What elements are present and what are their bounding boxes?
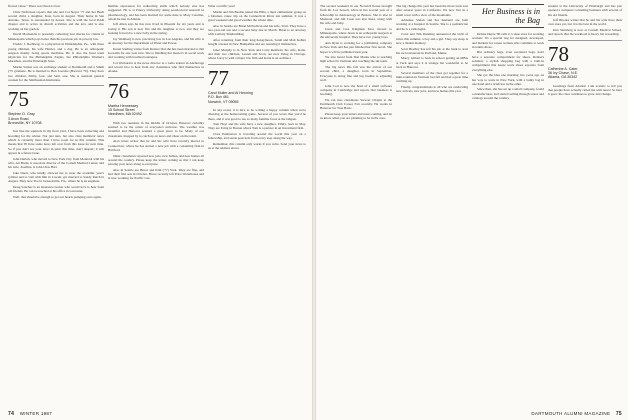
class-year-heading: 76 <box>108 78 129 103</box>
class-year-heading: 75 <box>8 87 29 112</box>
paragraph: Ann Ryan is working for a publishing company in New York and has just finished her first novel. She hopes it will be published next year. <box>320 40 392 54</box>
feature-title: Her Business is in the Bag <box>472 4 544 28</box>
paragraph: Chris Nicholson reports that she and Cal Neyer '77 and her Bush second child, a daughter, Kate, born in August. Their home in San Antonio, Texas, is surrounded by horses. She is with the local DAR chapter and is active in church activities and the arts, and is also working on her garden. <box>8 9 104 31</box>
paragraph: Marcy Gilbert is back in school getting an MBA at Tuck and says it is strange but wonderful to be back in Hanover. <box>396 56 468 70</box>
address-line: Catherine A. Cater <box>548 66 578 71</box>
class-secretary-address <box>548 67 622 80</box>
class-notes-text <box>108 121 204 181</box>
address-line: Norwich, VT 05055 <box>208 99 239 104</box>
paragraph: John Cort is now the head of a small software company in Cambridge and reports that business is booming. <box>320 83 392 97</box>
paragraph: Greetings from Atlanta! I am ecstatic to tell you that people have actually called me with news! So here it goes: the class continues to grow and change. <box>548 83 622 97</box>
paragraph: The big change this year has been the move back east after several years in California. We now live in a small town with a view of the mountains. <box>396 4 468 17</box>
address-line: 3 Avon Road <box>8 116 29 121</box>
paragraph: Jake Duerr, who kindly allowed me to wear the academic year's symbol and to visit with him in Lowell, got married to Sandy Reich in August. They now live in Jacksonville, Fla., where he is an engineer. <box>8 170 104 184</box>
right-col-4 <box>548 4 622 404</box>
paragraph: Just like the squirrels in my front yard, I have been collecting and hoarding for the winter. Not just nuts, but also class members' news which is currently more than I have room for in this column. This means that I'll have some news left over from this issue for next time. So if you don't see your news in print this time, don't despair; it will appear in a future issue. <box>8 129 104 155</box>
paragraph: Alan Jones writes that he and his wife have recently moved to Connecticut, where he has started a new job with a consulting firm in Hartford. <box>108 139 204 152</box>
paragraph: Denise Dupre '80 calls it 'a shoe store for working women.' It's a special bag for designed, developed, and markets for career women who commute to work in tennis shoes. <box>472 32 544 49</box>
paragraph: We ran into classmates Stewart Chapin at the Dartmouth Club Career Fair recently. He works in Hanover for True Basic. <box>320 97 392 111</box>
class-secretary-address <box>8 112 104 125</box>
address-line: Bronxville, NY 10708 <box>8 121 42 126</box>
paragraph: Dan Steinberg is now at Cornell Medical School, and reports that the workload is heavy but rewarding. <box>548 28 622 37</box>
paragraph: Jason and Lisa Kingman have moved to Minneapolis, where Jason is an orthopedic surgeon at the university hospital. They have two young boys. <box>320 26 392 40</box>
paragraph: Jeff Rhodes writes that he and his wife have their own store yet, but it is the best in the world. <box>548 18 622 27</box>
address-line: 15 School Street <box>108 108 135 113</box>
paragraph: student at the University of Pittsburgh and has just opened a computer consulting business with several of his old friends. <box>548 4 622 17</box>
page-number: 75 <box>615 411 622 417</box>
divider <box>8 85 104 86</box>
paragraph: What a terrific year! <box>208 4 236 8</box>
paragraph: Clare Pemberton is traveling around the world this year on a fellowship, and sends postcards from every stop along the way. <box>208 132 306 141</box>
class-notes-text <box>320 4 392 121</box>
paragraph: In any event, it is nice to be writing a happy column when we're cheering at the homecoming game. Several of you wrote that you'd be there, and it was good to see so many familiar faces at the tailgate. <box>208 107 306 121</box>
paragraph: Well, that should be enough to get our hearts pumping once again. <box>13 194 102 199</box>
class-notes-text <box>396 4 468 93</box>
address-line: Needham, MA 02492 <box>108 112 142 117</box>
class-notes-text <box>208 108 306 151</box>
address-line: P.O. Box 461 <box>208 95 229 100</box>
page-number: 74 <box>8 411 15 417</box>
left-page-footer <box>8 411 52 417</box>
paragraph: Remember, this column only works if you write. Send your news to us at the address above. <box>208 141 306 151</box>
class-notes-text <box>548 84 622 97</box>
paragraph: Several members of the class got together for a mini-reunion in Vermont last fall and had a great time catching up. <box>396 70 468 84</box>
paragraph: Cal Warburton is the news director at a radio station in Anchorage and would love to hear from any classmates who find themselves in Alaska. <box>108 60 204 74</box>
address-line: Carol Muller and Al Henning <box>208 90 253 95</box>
paragraph: Other classmates reported new jobs, new babies, and new homes all around the country. Please keep the letters coming so that I can keep passing your news along to everyone. <box>108 153 204 167</box>
class-notes-text <box>208 4 306 61</box>
paragraph: Jeff Allen says he has now lived in Phoenix for six years and is loving it. His son is now five and his daughter is two, and they are looking forward to a new baby in the spring. <box>108 22 204 36</box>
paragraph: With two reunions in the middle of October, Hanover certainly seemed to be the center of everyone's universe. The weather was beautiful and Hanover seemed a great place to be. Many of our classmates dropped by to catch up on news and cheer on the team. <box>108 120 204 138</box>
paragraph: Scott Bradley has left his job at the bank to start his own restaurant in Portland, Maine. <box>396 46 468 55</box>
divider <box>108 77 204 78</box>
class-notes-text <box>108 4 204 74</box>
right-col-2 <box>396 4 468 404</box>
paragraph: Jay Weinberg is now practicing law in Los Angeles, and his wife is an attorney for the Department of Water and Power. <box>108 36 204 45</box>
paragraph: Also in Seattle are Bruce and Kim ('77) York. They are fine, and had their first son in October. Bruce recently left Price Waterhouse and is now working for Pacific Gas. <box>108 167 204 181</box>
class-notes-text <box>8 4 104 82</box>
class-secretary-address <box>208 91 306 104</box>
class-year-heading: 78 <box>548 41 569 66</box>
divider <box>208 64 306 65</box>
paragraph: Doug Sanchez is an insurance broker who would love to hear from old friends. He can be reached at his office in Lancaster. <box>8 184 104 194</box>
paragraph: Carol and Tim Dunning announced the birth of twins this summer, a boy and a girl. They say sleep is now a distant memory. <box>396 32 468 45</box>
issue-label: WINTER 1987 <box>19 411 53 416</box>
paragraph: John Durbin, who moved to New York City from Montreal with his wife, Art Bruni, is associate director of the Cornell Medical Center, and his wife, Josefina, is John Chas Hart. <box>8 156 104 170</box>
paragraph: Fredric J. Rothberg, is a physician in Philadelphia, Pa., with three young children, his wife Harriet, and a dog. He is an orthopedic surgeon mainly doing sports medicine. He is also the head team physician for the Philadelphia Eagles, the Philadelphia Women's Marathon, and the Pittsburgh Stars. <box>8 42 104 64</box>
paragraph: After returning from their long honeymoon, Sarah and Matt Kohler bought a house in New Hampshire and are restoring it themselves. <box>208 37 306 47</box>
paragraph: Also in Seattle are Brian McEachran and his wife, Terri. They have a two-year-old son and a second baby due in March. Brian is an attorney with Century Shipbuilding. <box>208 23 306 37</box>
left-col-3 <box>208 4 306 404</box>
paragraph: Since then, she has set up a small company, found a manufacturer, and started selling through stores and catalogs around the country. <box>472 87 544 101</box>
paragraph: Finally, congratulations to all who are celebrating new arrivals, new jobs, and new homes this year. <box>396 84 468 94</box>
address-line: Martha Hennessey <box>108 103 139 108</box>
paragraph: humble expression for redirecting skills which nobody else has suggested. He is at Emory University doing postdoctoral research in pharmacology, and has been married for some time to Mary Caroline, whom he met in Atlanta. <box>108 4 204 21</box>
address-line: Atlanta, GA 30342 <box>548 75 578 80</box>
paragraph: Martin Sutton was an exchange student at Dartmouth and a Smith ('75 graduate. He is married to Bob Loewke (Harvard '79). They have two children, Emily, four, and Sam, one. She is assistant general counsel for the Smithsonian Institution. <box>8 65 104 82</box>
paragraph: Martin and Jim Beattie joined the Hills, a most enthusiastic group on a fabulous canoe trip on the Connecticut River last summer. It was a great weekend and good weather the whole time. <box>208 9 306 23</box>
right-page <box>316 0 628 420</box>
right-page-footer <box>531 411 622 417</box>
left-col-1 <box>8 4 104 404</box>
feature-text <box>472 32 544 100</box>
right-col-1 <box>320 4 392 404</box>
paragraph: flowed value." There son Owen is four. <box>8 4 61 8</box>
left-page <box>0 0 312 420</box>
class-notes-text <box>8 129 104 199</box>
paragraph: Please keep your letters and notes coming, and let us know when you are planning to be in the area. <box>320 111 392 121</box>
magazine-name: DARTMOUTH ALUMNI MAGAZINE <box>531 411 611 416</box>
paragraph: We also heard from Dan Marks who is teaching high school in Vermont and coaching the ski team. <box>320 55 392 64</box>
class-notes-text <box>548 4 622 37</box>
divider <box>548 40 622 41</box>
paragraph: But ordinary bags, even oversized bags, don't have a separate compartment for shoes. Denise's solution: a stylish shopping bag with a built-in compartment that keeps work shoes separate from everything else. <box>472 50 544 72</box>
paragraph: Tom Hoyt and his wife have a new daughter, Emily, born in May. They are living in Boston where Tom is a partner in an investment firm. <box>208 122 306 131</box>
paragraph: The second weekend in our Norwich house brought from Dr. Lee Sewell, who's in her second year of a fellowship in dermatology in Boston. She is also in Montreal, and Jim Cook was also there, along with his wife and baby. <box>320 4 392 26</box>
paragraph: David Mackenzie is presently collecting bad checks for clients in Minneapolis which pays better than his previous job in poverty law. <box>8 32 104 41</box>
class-year-heading: 77 <box>208 65 229 90</box>
paragraph: Adrienne Stefan and her husband are both working at a hospital in Seattle. She is a pediatrician and he is a radiologist. <box>396 18 468 31</box>
feature-sidebar <box>472 4 544 404</box>
left-col-2 <box>108 4 204 404</box>
paragraph: She got the idea one morning two years ago on her way to work in New York, with a bulky bag in one hand and a briefcase in the other. <box>472 73 544 86</box>
address-line: Stephen D. Gray <box>8 112 35 117</box>
paragraph: Karen Sterling writes from Denver that she has been married to Jim Gosselin for one year now. She is finishing her master's in social work and working with troubled teenagers. <box>108 46 204 60</box>
address-line: 36 Ivy Chase, N.E. <box>548 71 578 76</box>
paragraph: The big news this fall was the arrival of our second child, a daughter, born in September. Everyone is doing fine and big brother is adjusting well. <box>320 65 392 82</box>
paragraph: Janet Murphy is in New York and Larry Renfield, his wife, Katie, and their two children, Lauren and Scott, are now living in Chicago, where Larry is with a major law firm and Katie is an architect. <box>208 47 306 61</box>
class-secretary-address <box>108 104 204 117</box>
